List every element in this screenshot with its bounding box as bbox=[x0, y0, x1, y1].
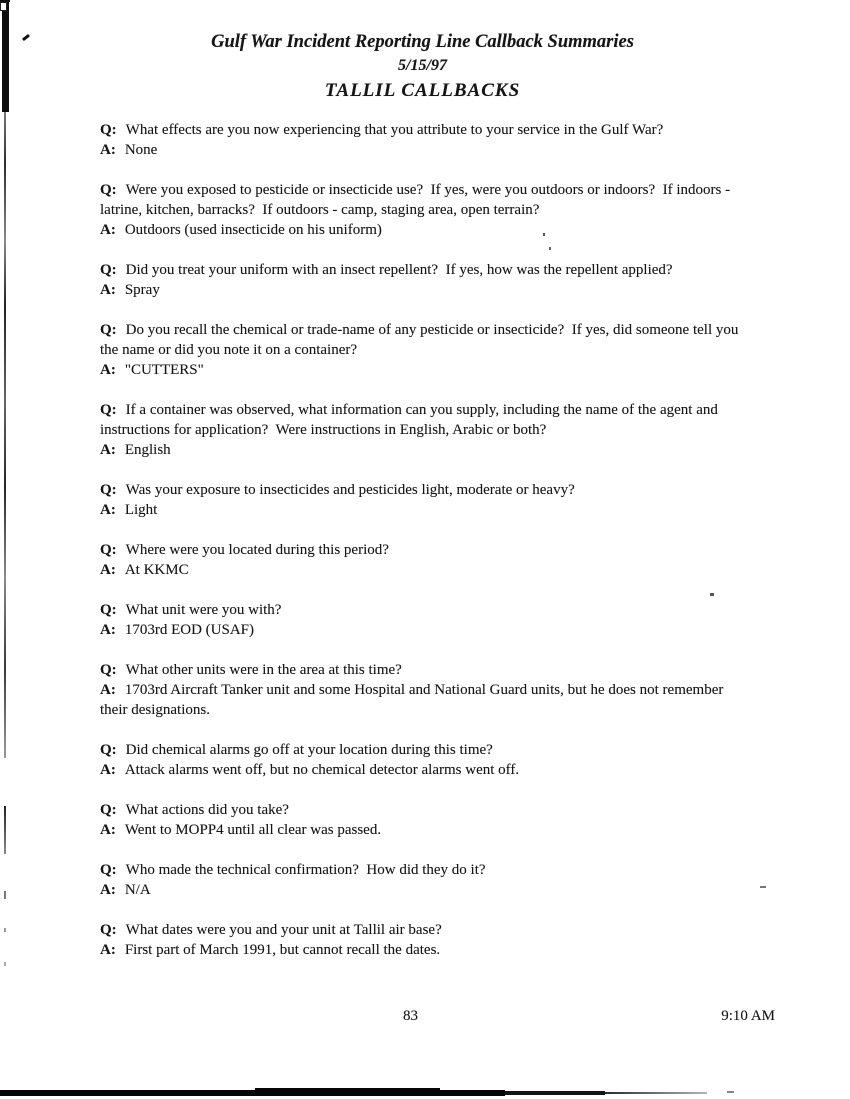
question-text: What actions did you take? bbox=[125, 802, 289, 818]
answer-label: A: bbox=[100, 882, 116, 898]
question-label: Q: bbox=[100, 482, 117, 498]
answer-line bbox=[100, 940, 745, 960]
answer-label: A: bbox=[100, 142, 116, 158]
print-time: 9:10 AM bbox=[721, 1008, 775, 1024]
question-label: Q: bbox=[100, 922, 117, 938]
answer-line bbox=[100, 500, 745, 520]
answer-line bbox=[100, 280, 745, 300]
question-line bbox=[100, 860, 745, 880]
document-title: Gulf War Incident Reporting Line Callback Summaries bbox=[211, 32, 634, 52]
qa-block bbox=[100, 740, 745, 780]
document-header bbox=[100, 30, 745, 104]
question-line bbox=[100, 400, 745, 440]
scan-left-line-dot bbox=[4, 928, 6, 932]
answer-line bbox=[100, 560, 745, 580]
qa-block bbox=[100, 920, 745, 960]
answer-label: A: bbox=[100, 682, 116, 698]
scan-speck bbox=[710, 593, 714, 596]
answer-label: A: bbox=[100, 442, 116, 458]
scan-speck bbox=[549, 247, 551, 250]
question-label: Q: bbox=[100, 662, 117, 678]
qa-block bbox=[100, 800, 745, 840]
answer-label: A: bbox=[100, 222, 116, 238]
question-text: Do you recall the chemical or trade-name of any pesticide or insecticide? If yes, did someone tell you the name or did you note it on a container? bbox=[100, 322, 743, 358]
question-label: Q: bbox=[100, 802, 117, 818]
question-label: Q: bbox=[100, 742, 117, 758]
answer-label: A: bbox=[100, 502, 116, 518]
question-line bbox=[100, 920, 745, 940]
answer-line bbox=[100, 360, 745, 380]
question-text: What effects are you now experiencing that you attribute to your service in the Gulf War? bbox=[125, 122, 664, 138]
answer-line bbox=[100, 760, 745, 780]
qa-block bbox=[100, 180, 745, 240]
qa-block bbox=[100, 400, 745, 460]
qa-block bbox=[100, 860, 745, 900]
document-subtitle: TALLIL CALLBACKS bbox=[324, 80, 521, 101]
scan-left-bar-thick bbox=[2, 2, 9, 112]
answer-line bbox=[100, 680, 745, 720]
qa-block bbox=[100, 660, 745, 720]
answer-line bbox=[100, 440, 745, 460]
answer-line bbox=[100, 620, 745, 640]
qa-block bbox=[100, 540, 745, 580]
answer-text: Spray bbox=[124, 282, 160, 298]
question-line bbox=[100, 480, 745, 500]
answer-line bbox=[100, 140, 745, 160]
scan-left-line-segment bbox=[4, 806, 6, 854]
answer-text: None bbox=[124, 142, 158, 158]
answer-label: A: bbox=[100, 562, 116, 578]
answer-label: A: bbox=[100, 942, 116, 958]
answer-text: Attack alarms went off, but no chemical detector alarms went off. bbox=[124, 762, 520, 778]
question-line bbox=[100, 740, 745, 760]
qa-block bbox=[100, 260, 745, 300]
scan-bottom-bar-bump bbox=[255, 1088, 440, 1091]
question-line bbox=[100, 120, 745, 140]
question-line bbox=[100, 180, 745, 220]
question-line bbox=[100, 260, 745, 280]
question-label: Q: bbox=[100, 602, 117, 618]
answer-text: 1703rd EOD (USAF) bbox=[124, 622, 254, 638]
question-text: Was your exposure to insecticides and pesticides light, moderate or heavy? bbox=[125, 482, 575, 498]
answer-label: A: bbox=[100, 822, 116, 838]
question-label: Q: bbox=[100, 262, 117, 278]
question-text: What dates were you and your unit at Tallil air base? bbox=[125, 922, 442, 938]
question-line bbox=[100, 600, 745, 620]
answer-text: At KKMC bbox=[124, 562, 189, 578]
question-text: What unit were you with? bbox=[125, 602, 282, 618]
answer-text: 1703rd Aircraft Tanker unit and some Hospital and National Guard units, but he does not remember their designations. bbox=[100, 682, 728, 718]
answer-text: First part of March 1991, but cannot recall the dates. bbox=[124, 942, 441, 958]
question-text: Where were you located during this period? bbox=[125, 542, 389, 558]
answer-text: Went to MOPP4 until all clear was passed. bbox=[124, 822, 382, 838]
scan-bottom-bar-dot bbox=[727, 1091, 734, 1093]
scan-left-line bbox=[4, 112, 6, 758]
question-label: Q: bbox=[100, 542, 117, 558]
qa-block bbox=[100, 120, 745, 160]
answer-line bbox=[100, 820, 745, 840]
scan-left-line-segment bbox=[4, 891, 6, 899]
answer-text: English bbox=[124, 442, 171, 458]
answer-label: A: bbox=[100, 622, 116, 638]
question-line bbox=[100, 320, 745, 360]
question-text: Were you exposed to pesticide or insecticide use? If yes, were you outdoors or indoors? If indoors - latrine, kitchen, barracks? If outdoors - camp, staging area, open terrain? bbox=[100, 182, 734, 218]
answer-text: Outdoors (used insecticide on his uniform) bbox=[124, 222, 382, 238]
question-line bbox=[100, 660, 745, 680]
answer-line bbox=[100, 220, 745, 240]
answer-line bbox=[100, 880, 745, 900]
answer-text: "CUTTERS" bbox=[124, 362, 204, 378]
question-text: Who made the technical confirmation? How did they do it? bbox=[125, 862, 486, 878]
answer-label: A: bbox=[100, 282, 116, 298]
answer-label: A: bbox=[100, 362, 116, 378]
scan-bottom-bar-fade bbox=[605, 1092, 707, 1094]
qa-block bbox=[100, 600, 745, 640]
scan-speck bbox=[760, 886, 766, 888]
scan-left-bar-notch bbox=[0, 2, 7, 11]
question-label: Q: bbox=[100, 862, 117, 878]
question-text: Did chemical alarms go off at your location during this time? bbox=[125, 742, 493, 758]
question-label: Q: bbox=[100, 122, 117, 138]
scan-bottom-bar-mid bbox=[505, 1091, 605, 1095]
question-label: Q: bbox=[100, 402, 117, 418]
question-label: Q: bbox=[100, 182, 117, 198]
question-line bbox=[100, 540, 745, 560]
question-text: What other units were in the area at this time? bbox=[125, 662, 402, 678]
question-line bbox=[100, 800, 745, 820]
answer-text: Light bbox=[124, 502, 158, 518]
document-date: 5/15/97 bbox=[398, 57, 447, 74]
answer-label: A: bbox=[100, 762, 116, 778]
qa-block bbox=[100, 320, 745, 380]
answer-text: N/A bbox=[124, 882, 151, 898]
scan-speck bbox=[543, 233, 545, 236]
question-label: Q: bbox=[100, 322, 117, 338]
page-number: 83 bbox=[403, 1008, 418, 1024]
qa-block bbox=[100, 480, 745, 520]
scan-left-line-dot bbox=[4, 962, 6, 966]
question-text: Did you treat your uniform with an insect repellent? If yes, how was the repellent applied? bbox=[125, 262, 673, 278]
question-text: If a container was observed, what information can you supply, including the name of the agent and instructions for application? Were instructions in English, Arabic or both? bbox=[100, 402, 722, 438]
